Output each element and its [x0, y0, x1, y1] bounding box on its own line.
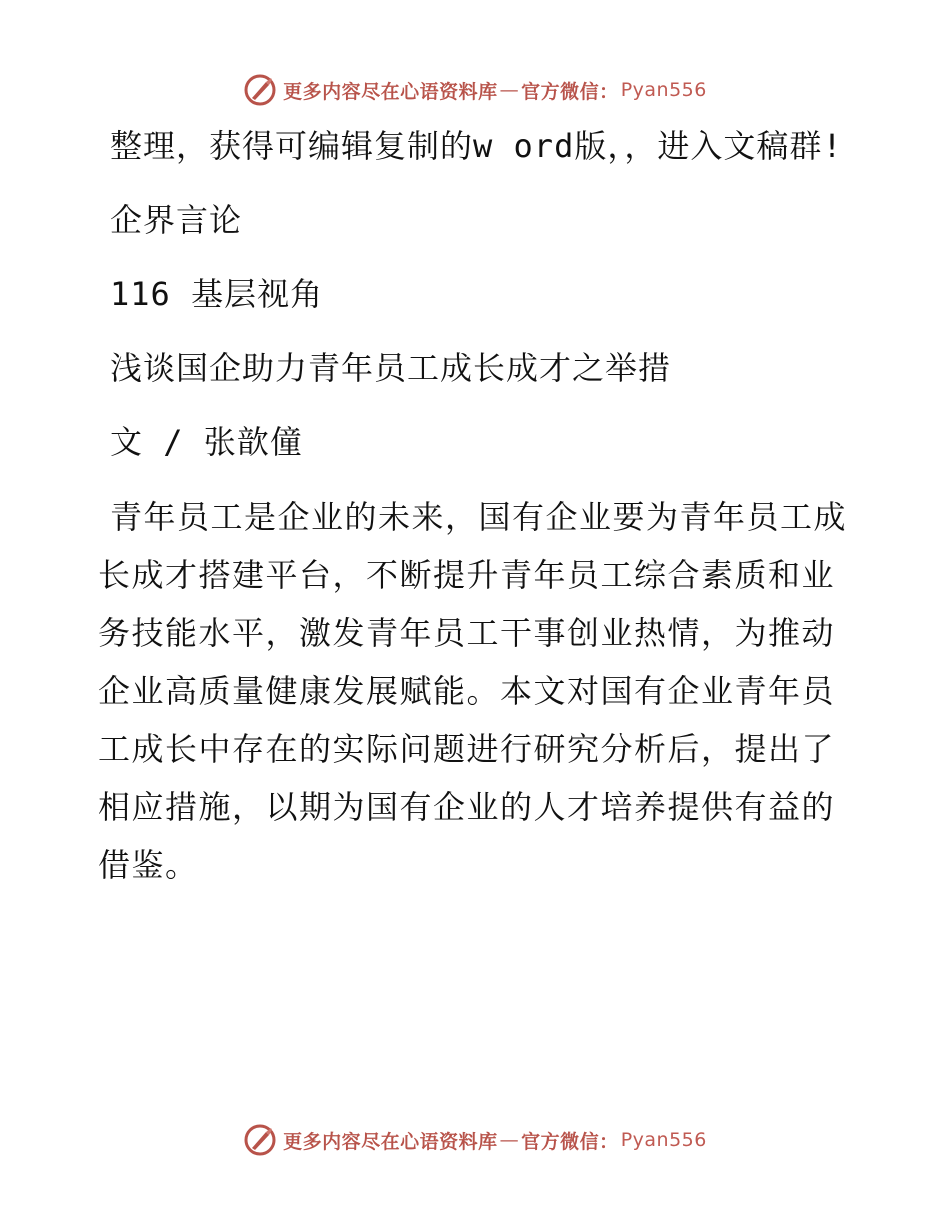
article-byline: 文 / 张歆僮 — [110, 423, 303, 461]
footer-banner — [0, 1120, 950, 1160]
banner-wechat-id: Pyan556 — [620, 79, 707, 101]
banner-separator: — — [499, 79, 520, 101]
quill-seal-icon — [243, 73, 277, 107]
document-body — [98, 118, 858, 894]
banner-wechat-id: Pyan556 — [620, 1129, 707, 1151]
quill-seal-icon — [243, 1123, 277, 1157]
banner-brand: 更多内容尽在心语资料库 — [283, 80, 498, 103]
banner-separator: — — [499, 1129, 520, 1151]
banner-brand: 更多内容尽在心语资料库 — [283, 1130, 498, 1153]
banner-wechat-label: 官方微信： — [521, 1130, 619, 1153]
header-banner — [0, 70, 950, 110]
page-column-label: 116 基层视角 — [110, 275, 324, 313]
section-label: 企界言论 — [110, 201, 243, 239]
article-title: 浅谈国企助力青年员工成长成才之举措 — [110, 349, 672, 387]
banner-wechat-label: 官方微信： — [521, 80, 619, 103]
article-abstract: 青年员工是企业的未来，国有企业要为青年员工成长成才搭建平台，不断提升青年员工综合素质和业务技能水平，激发青年员工干事创业热情，为推动企业高质量健康发展赋能。本文对国有企业青年员工成长中存在的实际问题进行研究分析后，提出了相应措施，以期为国有企业的人才培养提供有益的借鉴。 — [98, 498, 848, 884]
intro-text: 整理，获得可编辑复制的w ord版，，进入文稿群! — [110, 127, 843, 165]
